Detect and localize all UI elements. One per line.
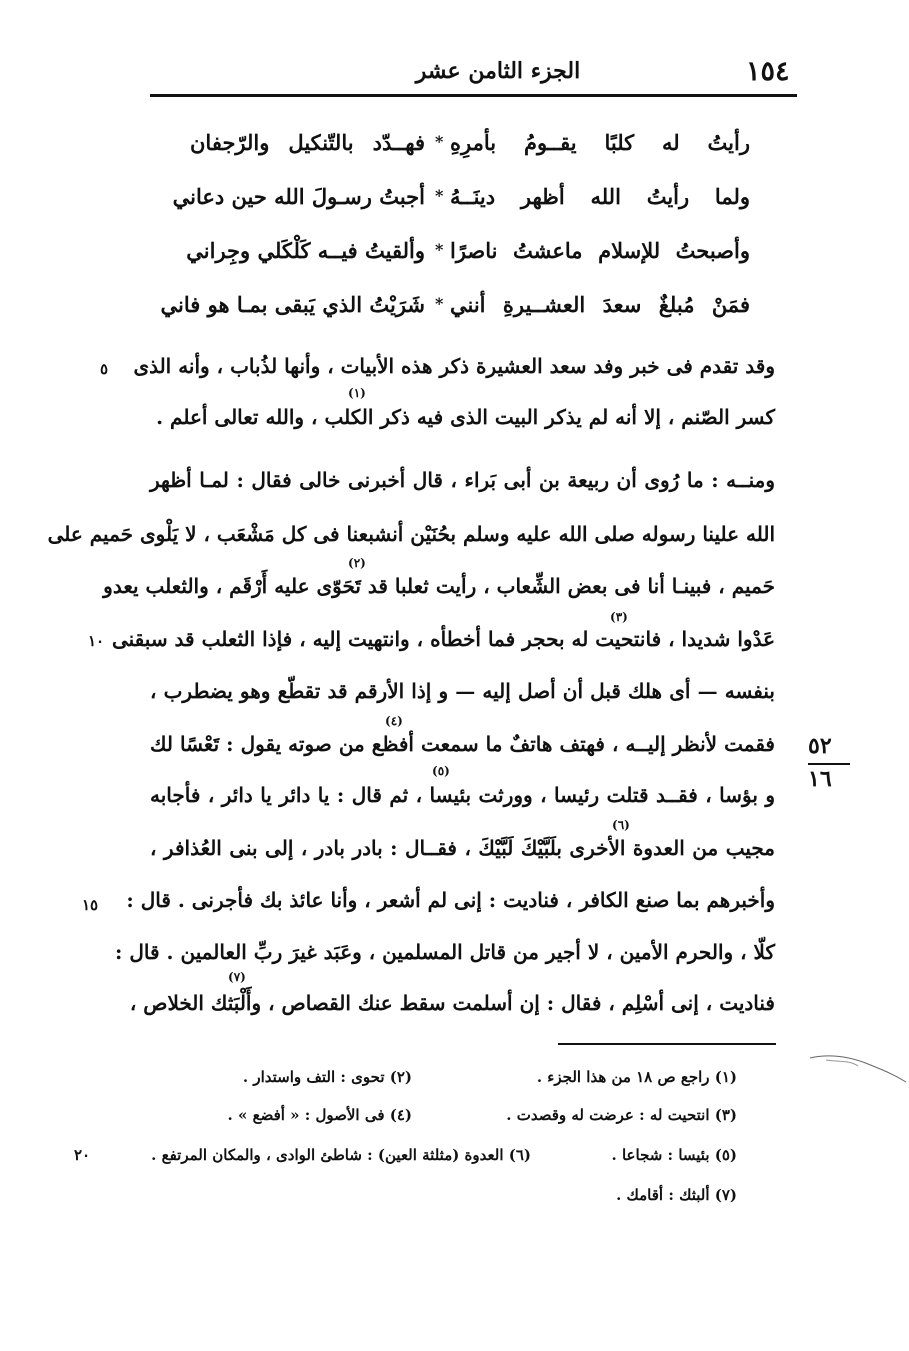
text-line: ومنــه : ما رُوى أن ربيعة بن أبى بَراء ، قال أخبرنى خالى فقال : لمـا أظهر xyxy=(150,468,775,492)
verse-first-hemistich: رأيتُ له كلبًا يقــومُ بأمرِهِ xyxy=(450,130,750,155)
page-number: ١٥٤ xyxy=(746,56,790,87)
text-line: وقد تقدم فى خبر وفد سعد العشيرة ذكر هذه الأبيات ، وأنها لذُباب ، وأنه الذى xyxy=(133,354,775,378)
text-line: عَدْوا شديدا ، فانتحيت له بحجر فما أخطأه ، وانتهيت إليه ، فإذا الثعلب قد سبقنى xyxy=(111,627,775,651)
footnote-marker: (٢) xyxy=(348,556,366,570)
running-title: الجزء الثامن عشر xyxy=(415,58,581,84)
poem-verse xyxy=(190,130,750,176)
verse-second-hemistich: فهــدّد بالتّنكيل والرّجفان xyxy=(190,130,425,155)
footnote-marker: (٦) xyxy=(612,818,630,832)
footnote: (١) راجع ص ١٨ من هذا الجزء . xyxy=(536,1068,737,1086)
footnote-marker: (١) xyxy=(348,386,366,400)
line-number: ١٠ xyxy=(88,632,105,650)
line-number: ٢٠ xyxy=(74,1146,91,1164)
line-number: ١٥ xyxy=(82,896,99,914)
footnote: (٢) تحوى : التف واستدار . xyxy=(242,1068,412,1086)
footnote: (٦) العدوة (مثلثة العين) : شاطئ الوادى ، والمكان المرتفع . xyxy=(151,1146,531,1164)
poem-verse xyxy=(172,184,750,230)
footnote-marker: (٥) xyxy=(432,764,450,778)
text-line: الله علينا رسوله صلى الله عليه وسلم بحُنَيْن أنشبعنا فى كل مَشْعَب ، لا يَلْوى حَميم على xyxy=(47,522,775,546)
text-line: حَميم ، فبينـا أنا فى بعض الشِّعاب ، رأيت ثعلبا قد تَحَوّى عليه أَرْقَم ، والثعلب يعدو xyxy=(103,574,775,598)
verse-second-hemistich: وألقيتُ فيــه كَلْكَلي وجِراني xyxy=(186,238,425,263)
text-line: كلّا ، والحرم الأمين ، لا أجير من قاتل المسلمين ، وعَبَد غيرَ ربِّ العالمين . قال : xyxy=(115,940,775,964)
source-page-ref-top: ٥٢ xyxy=(808,733,832,759)
footnote: (٥) بئيسا : شجاعا . xyxy=(611,1146,737,1164)
header-rule xyxy=(150,94,797,97)
text-line: كسر الصّنم ، إلا أنه لم يذكر البيت الذى فيه ذكر الكلب ، والله تعالى أعلم . xyxy=(156,405,775,429)
text-line: بنفسه — أى هلك قبل أن أصل إليه — و إذا الأرقم قد تقطّع وهو يضطرب ، xyxy=(150,679,775,703)
text-line: فقمت لأنظر إليــه ، فهتف هاتفٌ ما سمعت أفظع من صوته يقول : تَعْسًا لك xyxy=(150,732,775,756)
line-number: ٥ xyxy=(100,360,109,378)
verse-separator: * xyxy=(435,294,444,313)
verse-first-hemistich: فمَنْ مُبلغٌ سعدَ العشــيرةِ أنني xyxy=(450,292,750,317)
poem-verse xyxy=(186,238,750,284)
source-ref-rule xyxy=(808,763,850,765)
text-line: فناديت ، إنى أسْلِم ، فقال : إن أسلمت سقط عنك القصاص ، وأَلْبَثك الخلاص ، xyxy=(129,991,775,1015)
footnote: (٣) انتحيت له : عرضت له وقصدت . xyxy=(506,1106,737,1124)
verse-second-hemistich: شَرَيْتُ الذي يَبقى بمـا هو فاني xyxy=(160,292,425,317)
verse-first-hemistich: وأصبحتُ للإسلام ماعشتُ ناصرًا xyxy=(450,238,750,263)
footnote: (٧) ألبثك : أقامك . xyxy=(616,1186,737,1204)
source-page-ref-bottom: ١٦ xyxy=(808,766,832,792)
footnote-marker: (٣) xyxy=(610,610,628,624)
footnote-marker: (٤) xyxy=(385,714,403,728)
verse-separator: * xyxy=(435,132,444,151)
verse-separator: * xyxy=(435,186,444,205)
text-line: و بؤسا ، فقــد قتلت رئيسا ، وورثت بئيسا ، ثم قال : يا دائر يا دائر ، فأجابه xyxy=(150,783,775,807)
footnote: (٤) فى الأصول : « أفضع » . xyxy=(227,1106,412,1124)
footnote-marker: (٧) xyxy=(228,970,246,984)
margin-pen-mark xyxy=(808,1048,908,1088)
verse-first-hemistich: ولما رأيتُ الله أظهر دينَــهُ xyxy=(450,184,750,209)
verse-separator: * xyxy=(435,240,444,259)
verse-second-hemistich: أجبتُ رسـولَ الله حين دعاني xyxy=(172,184,425,209)
poem-verse xyxy=(160,292,750,338)
text-line: مجيب من العدوة الأخرى بلَبَّيْكَ لَبَّيْكَ ، فقــال : بادر بادر ، إلى بنى العُذافر ، xyxy=(150,836,775,860)
footnote-rule xyxy=(558,1043,776,1045)
text-line: وأخبرهم بما صنع الكافر ، فناديت : إنى لم أشعر ، وأنا عائذ بك فأجرنى . قال : xyxy=(126,888,775,912)
